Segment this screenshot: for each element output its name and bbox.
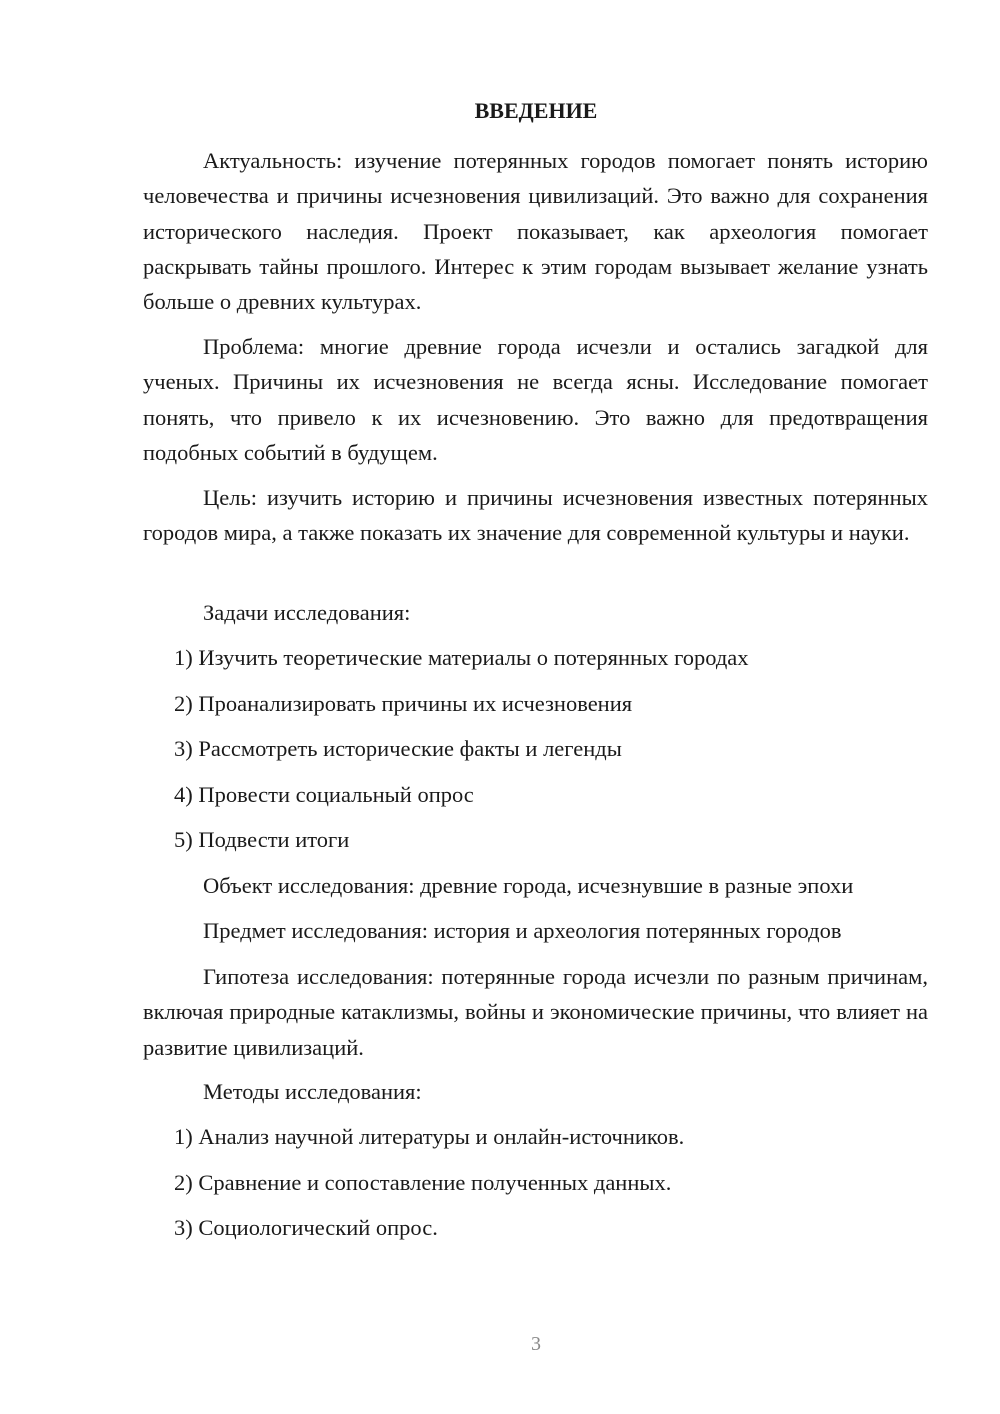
task-item: 4) Провести социальный опрос [174, 782, 474, 807]
methods-heading: Методы исследования: [203, 1079, 422, 1104]
goal-paragraph: Цель: изучить историю и причины исчезновения известных потерянных городов мира, а также показать их значение для современной культуры и науки. [143, 485, 928, 546]
task-item: 3) Рассмотреть исторические факты и легенды [174, 736, 622, 761]
problem-paragraph: Проблема: многие древние города исчезли и остались загадкой для ученых. Причины их исчезновения не всегда ясны. Исследование помогает понять, что привело к их исчезновению. Это важно для предотвращения подобных событий в будущем. [143, 334, 928, 465]
method-item: 3) Социологический опрос. [174, 1215, 438, 1240]
task-item: 2) Проанализировать причины их исчезновения [174, 691, 633, 716]
task-item: 5) Подвести итоги [174, 827, 350, 852]
hypothesis-paragraph: Гипотеза исследования: потерянные города исчезли по разным причинам, включая природные катаклизмы, войны и экономические причины, что влияет на развитие цивилизаций. [143, 964, 928, 1060]
tasks-heading: Задачи исследования: [203, 600, 411, 625]
method-item: 2) Сравнение и сопоставление полученных данных. [174, 1170, 672, 1195]
method-item: 1) Анализ научной литературы и онлайн-источников. [174, 1124, 685, 1149]
page-number: 3 [531, 1333, 541, 1355]
relevance-paragraph: Актуальность: изучение потерянных городов помогает понять историю человечества и причины исчезновения цивилизаций. Это важно для сохранения исторического наследия. Проект показывает, как археология помогает раскрывать тайны прошлого. Интерес к этим городам вызывает желание узнать больше о древних культурах. [143, 148, 928, 315]
research-object: Объект исследования: древние города, исчезнувшие в разные эпохи [203, 873, 854, 898]
task-item: 1) Изучить теоретические материалы о потерянных городах [174, 645, 749, 670]
research-subject: Предмет исследования: история и археология потерянных городов [203, 918, 842, 943]
section-heading: ВВЕДЕНИЕ [474, 98, 598, 123]
